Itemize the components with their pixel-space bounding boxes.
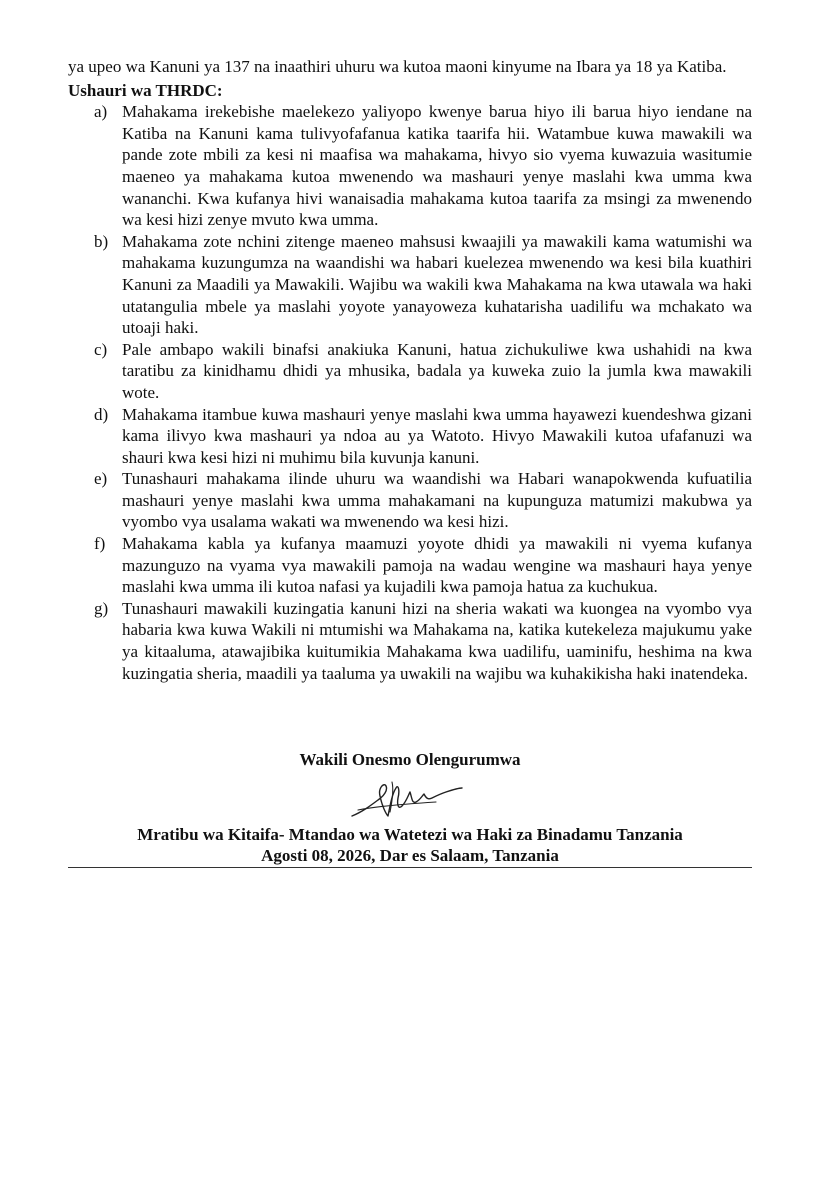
list-item-letter: c) bbox=[94, 339, 108, 359]
list-item-text: Mahakama itambue kuwa mashauri yenye maslahi kwa umma hayawezi kuendeshwa gizani kama ilivyo kwa mashauri ya ndoa au ya Watoto. Hivyo Mawakili kutoa ufafanuzi wa shauri kwa kesi hizi ni muhimu bila kuvunja kanuni. bbox=[122, 404, 752, 467]
list-item-text: Mahakama irekebishe maelekezo yaliyopo kwenye barua hiyo ili barua hiyo iendane na Katiba na Kanuni kama tulivyofafanua katika taarifa hii. Watambue kuwa mawakili wa pande zote mbili za kesi ni maafisa wa mahakama, hivyo sio vyema kuwazuia wasitumie maeneo ya mahakama kutoa mwenendo wa mashauri yenye maslahi kwa umma kwa wananchi. Kwa kufanya hivi wanaisadia mahakama kutoa taarifa za msingi za mwenendo wa kesi hizi zenye mvuto kwa umma. bbox=[122, 102, 752, 230]
footer-rule bbox=[68, 867, 752, 868]
list-item-letter: g) bbox=[94, 598, 109, 618]
list-item-text: Tunashauri mahakama ilinde uhuru wa waandishi wa Habari wanapokwenda kufuatilia mashauri yenye maslahi kwa umma mahakamani na kupunguza matumizi makubwa ya vyombo vya usalama wakati wa mwenendo wa kesi hizi. bbox=[122, 469, 752, 532]
signer-details bbox=[68, 824, 752, 866]
list-item bbox=[68, 468, 752, 533]
date-place: Agosti 08, 2026, Dar es Salaam, Tanzania bbox=[261, 846, 559, 865]
opening-paragraph: ya upeo wa Kanuni ya 137 na inaathiri uhuru wa kutoa maoni kinyume na Ibara ya 18 ya Katiba. bbox=[68, 57, 727, 76]
list-item-letter: f) bbox=[94, 534, 106, 554]
list-item bbox=[68, 598, 752, 684]
list-item bbox=[68, 339, 752, 404]
list-item-letter: b) bbox=[94, 231, 109, 251]
signer-name: Wakili Onesmo Olengurumwa bbox=[299, 750, 521, 769]
list-item-letter: a) bbox=[94, 102, 108, 122]
list-item-text: Mahakama zote nchini zitenge maeneo mahsusi kwaajili ya mawakili kama watumishi wa mahakama kuzungumza na waandishi wa habari kuelezea mwenendo wa kesi bila kuathiri Kanuni za Maadili ya Mawakili. Wajibu wa wakili kwa Mahakama na kwa utawala wa haki utatangulia mbele ya maslahi yoyote yanayoweza kuhatarisha uadilifu wa mchakato wa utoaji haki. bbox=[122, 231, 752, 338]
handwritten-signature bbox=[348, 776, 466, 824]
list-item-text: Pale ambapo wakili binafsi anakiuka Kanuni, hatua zichukuliwe kwa ushahidi na kwa taratibu za kinidhamu dhidi ya mhusika, badala ya kuweka zuio la jumla kwa mawakili wote. bbox=[122, 339, 752, 402]
list-item-text: Mahakama kabla ya kufanya maamuzi yoyote dhidi ya mawakili ni vyema kufanya mazunguzo na vyama vya mawakili pamoja na wadau wengine wa mashauri haya yenye maslahi kwa umma ili kutoa nafasi ya kujadili kwa pamoja hatua za kuchukua. bbox=[122, 534, 752, 597]
list-item-text: Tunashauri mawakili kuzingatia kanuni hizi na sheria wakati wa kuongea na vyombo vya habaria kwa kuwa Wakili ni mtumishi wa Mahakama na, katika kutekeleza majukumu yake ya kitaaluma, atawajibika kuitumikia Mahakama kwa uadilifu, uaminifu, heshima na kwa kuzingatia sheria, maadili ya taaluma ya uwakili na wajibu wa kuhakikisha haki inatendeka. bbox=[122, 598, 752, 683]
list-item bbox=[68, 404, 752, 469]
list-item bbox=[68, 101, 752, 231]
signer-title: Mratibu wa Kitaifa- Mtandao wa Watetezi wa Haki za Binadamu Tanzania bbox=[137, 825, 683, 844]
list-item-letter: e) bbox=[94, 469, 108, 489]
list-item bbox=[68, 533, 752, 598]
list-item bbox=[68, 231, 752, 339]
signature-block bbox=[68, 750, 752, 770]
recommendation-list bbox=[68, 101, 752, 684]
document-body bbox=[68, 56, 752, 684]
section-heading: Ushauri wa THRDC: bbox=[68, 80, 223, 100]
list-item-letter: d) bbox=[94, 404, 109, 424]
